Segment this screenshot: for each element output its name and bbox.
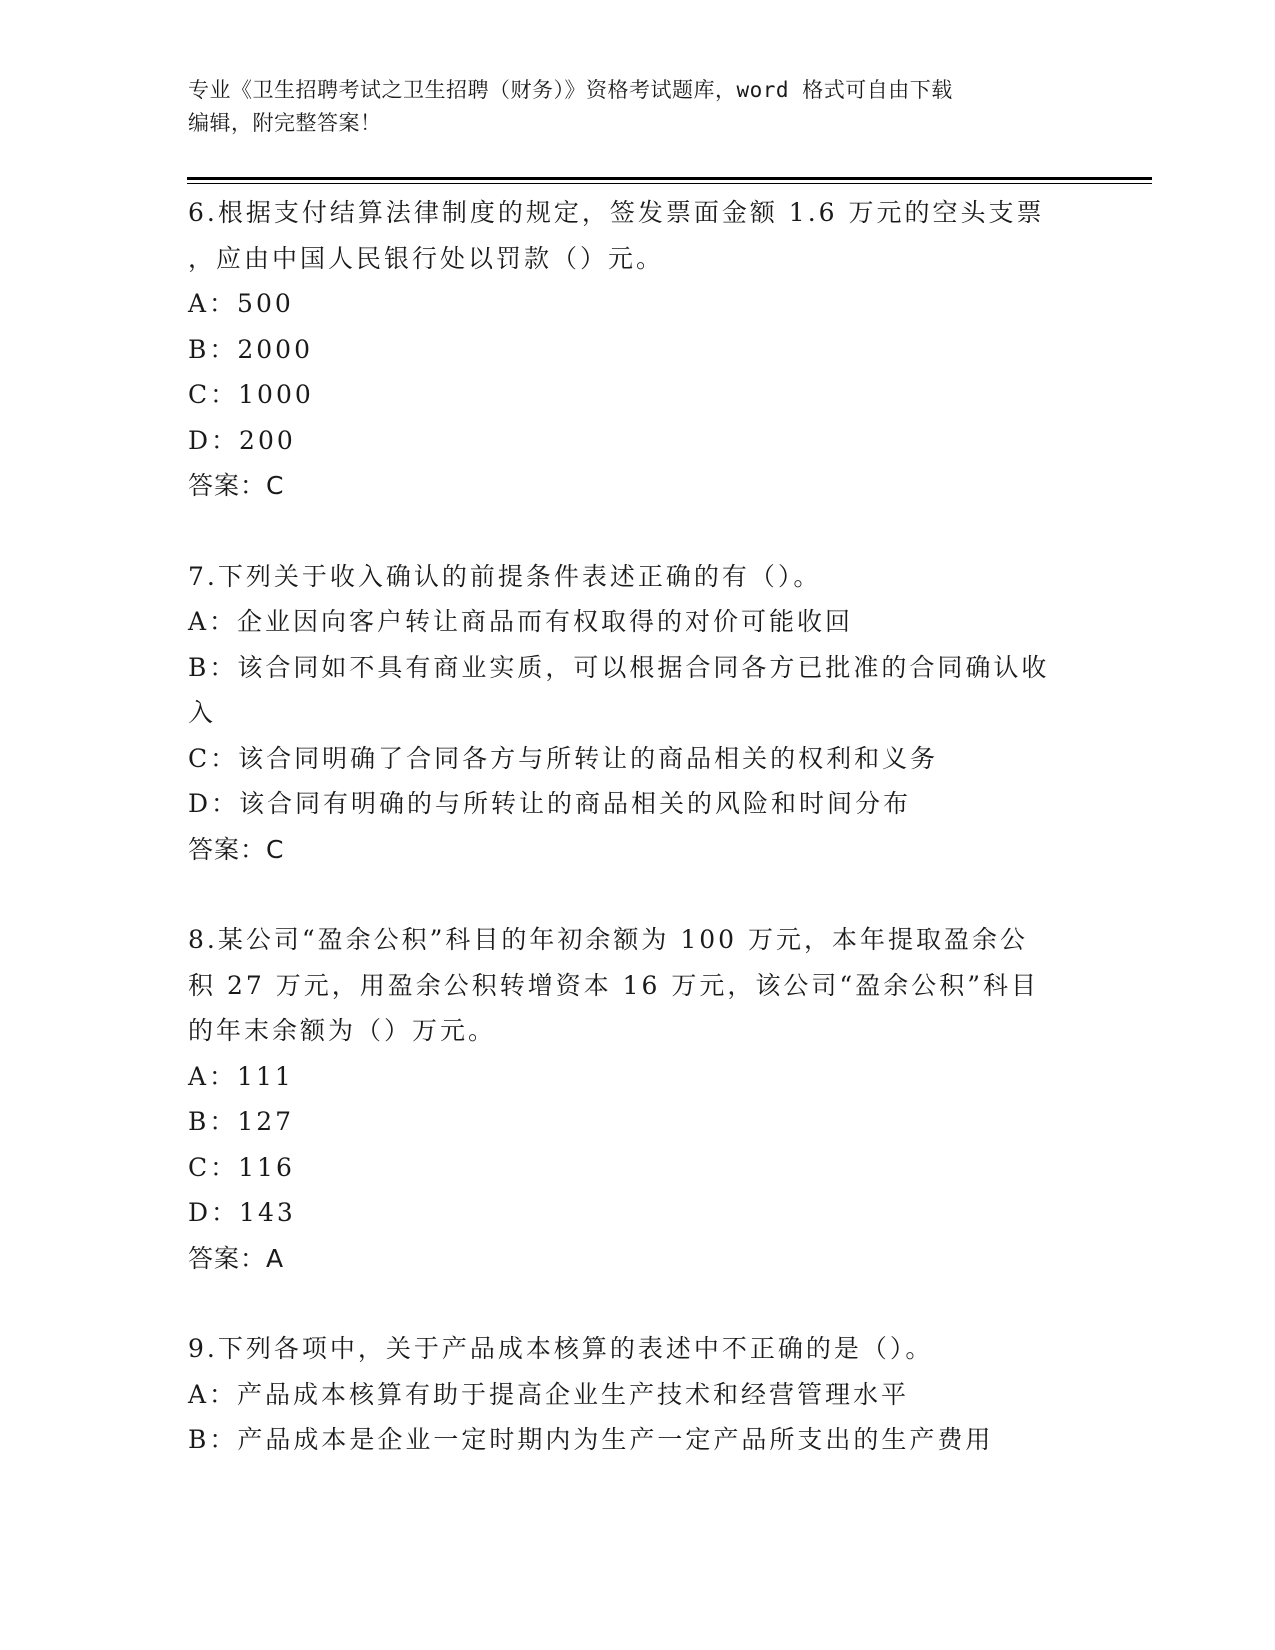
answer-line: 答案：C (188, 834, 285, 864)
question-stem-line: 6.根据支付结算法律制度的规定，签发票面金额 1.6 万元的空头支票 (188, 198, 1045, 227)
header-divider-thin (187, 183, 1152, 184)
question-stem-line: ，应由中国人民银行处以罚款（）元。 (188, 243, 665, 273)
option-a: A：500 (188, 289, 294, 318)
question-7 (188, 554, 1088, 873)
option-b: B：该合同如不具有商业实质，可以根据合同各方已批准的合同确认收 (188, 652, 1050, 682)
option-a: A：企业因向客户转让商品而有权取得的对价可能收回 (188, 607, 854, 636)
option-b: B：2000 (188, 334, 313, 364)
header-divider-thick (187, 177, 1152, 180)
question-list (188, 190, 1088, 1508)
question-stem-line: 的年末余额为（）万元。 (188, 1016, 497, 1045)
question-9 (188, 1326, 1088, 1463)
question-6 (188, 190, 1088, 509)
option-c: C：1000 (188, 380, 314, 409)
option-a: A：产品成本核算有助于提高企业生产技术和经营管理水平 (188, 1379, 910, 1409)
option-b: B：产品成本是企业一定时期内为生产一定产品所支出的生产费用 (188, 1425, 994, 1454)
question-stem-line: 积 27 万元，用盈余公积转增资本 16 万元，该公司“盈余公积”科目 (188, 970, 1039, 1000)
option-d: D：该合同有明确的与所转让的商品相关的风险和时间分布 (188, 789, 912, 818)
answer-line: 答案：C (188, 471, 285, 500)
option-c: C：该合同明确了合同各方与所转让的商品相关的权利和义务 (188, 743, 939, 773)
header-line-1: 专业《卫生招聘考试之卫生招聘（财务）》资格考试题库，word 格式可自由下载 (188, 78, 953, 102)
option-b: B：127 (188, 1107, 295, 1136)
option-a: A：111 (188, 1061, 294, 1091)
option-d: D：200 (188, 425, 296, 455)
option-c: C：116 (188, 1152, 295, 1182)
header-line-2: 编辑，附完整答案！ (188, 111, 382, 135)
question-stem-line: 7.下列关于收入确认的前提条件表述正确的有（）。 (188, 561, 822, 591)
question-stem-line: 9.下列各项中，关于产品成本核算的表述中不正确的是（）。 (188, 1334, 934, 1363)
answer-line: 答案：A (188, 1243, 285, 1273)
document-header (188, 74, 1068, 140)
question-8 (188, 917, 1088, 1281)
option-b-continued: 入 (188, 698, 217, 727)
question-stem-line: 8.某公司“盈余公积”科目的年初余额为 100 万元，本年提取盈余公 (188, 925, 1029, 954)
option-d: D：143 (188, 1198, 296, 1227)
